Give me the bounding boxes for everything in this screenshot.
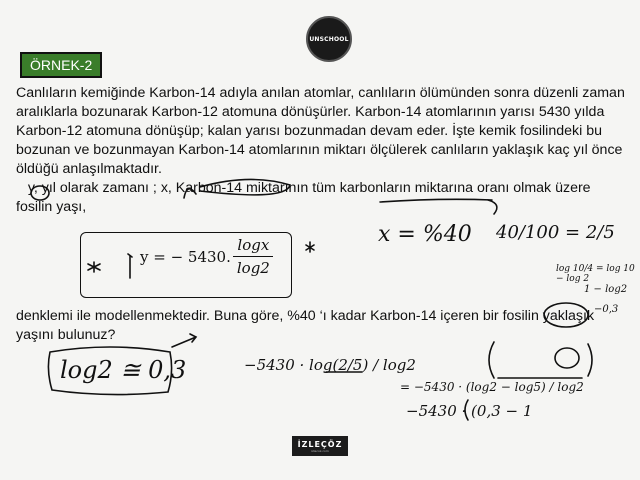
hw-side-note-1: log 10/4 = log 10 − log 2 — [556, 264, 635, 284]
formula-numerator: logx — [233, 236, 273, 257]
izlecoz-logo — [292, 436, 348, 456]
hw-fraction-eq: 40/100 = 2/5 — [496, 222, 615, 243]
problem-text-1b: y, yıl olarak zamanı ; x, Karbon-14 miktarının tüm karbonların miktarına oranı olmak üzere fosilin yaşı, — [16, 180, 595, 215]
hw-side-note-3: −0,3 — [594, 304, 619, 315]
hw-log2-approx: log2 ≅ 0,3 — [60, 356, 187, 384]
logo-text: UNSCHOOL — [309, 35, 349, 43]
example-badge: ÖRNEK-2 — [20, 52, 102, 78]
hw-work-line2: −5430 · (0,3 − 1 — [406, 402, 533, 420]
footer-sub: izlecoz.com — [311, 448, 329, 453]
problem-paragraph-2: denklemi ile modellenmektedir. Buna göre, %40 ‘ı kadar Karbon-14 içeren bir fosilin yaklaşık yaşını bulunuz? — [16, 308, 595, 343]
footer-brand: İZLEÇÖZ — [297, 439, 343, 449]
problem-text-1: Canlıların kemiğinde Karbon-14 adıyla anılan atomlar, canlıların ölümünden sonra düzenli zaman aralıklarla bozunarak Karbon-12 atomuna dönüşürler. Karbon-14 atomlarının yarısı 5430 yılda Karbon-12 atomuna dönüşüp; kalan yarısı bozunmadan devam eder. İşte kemik fosilindeki bu bozunan ve bozunmayan Karbon-14 atomlarının miktarı ölçülerek canlıların yaklaşık kaç yıl önce öldüğü anlaşılmaktadır. — [16, 85, 625, 177]
formula-denominator: log2 — [236, 259, 270, 277]
hw-work-line1-left: −5430 · log(2/5) / log2 — [244, 356, 416, 374]
hw-side-note-2: 1 − log2 — [584, 284, 628, 295]
hw-x-value: x = %40 — [378, 222, 472, 247]
hw-work-line1-right: = −5430 · (log2 − log5) / log2 — [400, 380, 584, 394]
formula-lhs: y = − 5430. — [140, 247, 231, 266]
